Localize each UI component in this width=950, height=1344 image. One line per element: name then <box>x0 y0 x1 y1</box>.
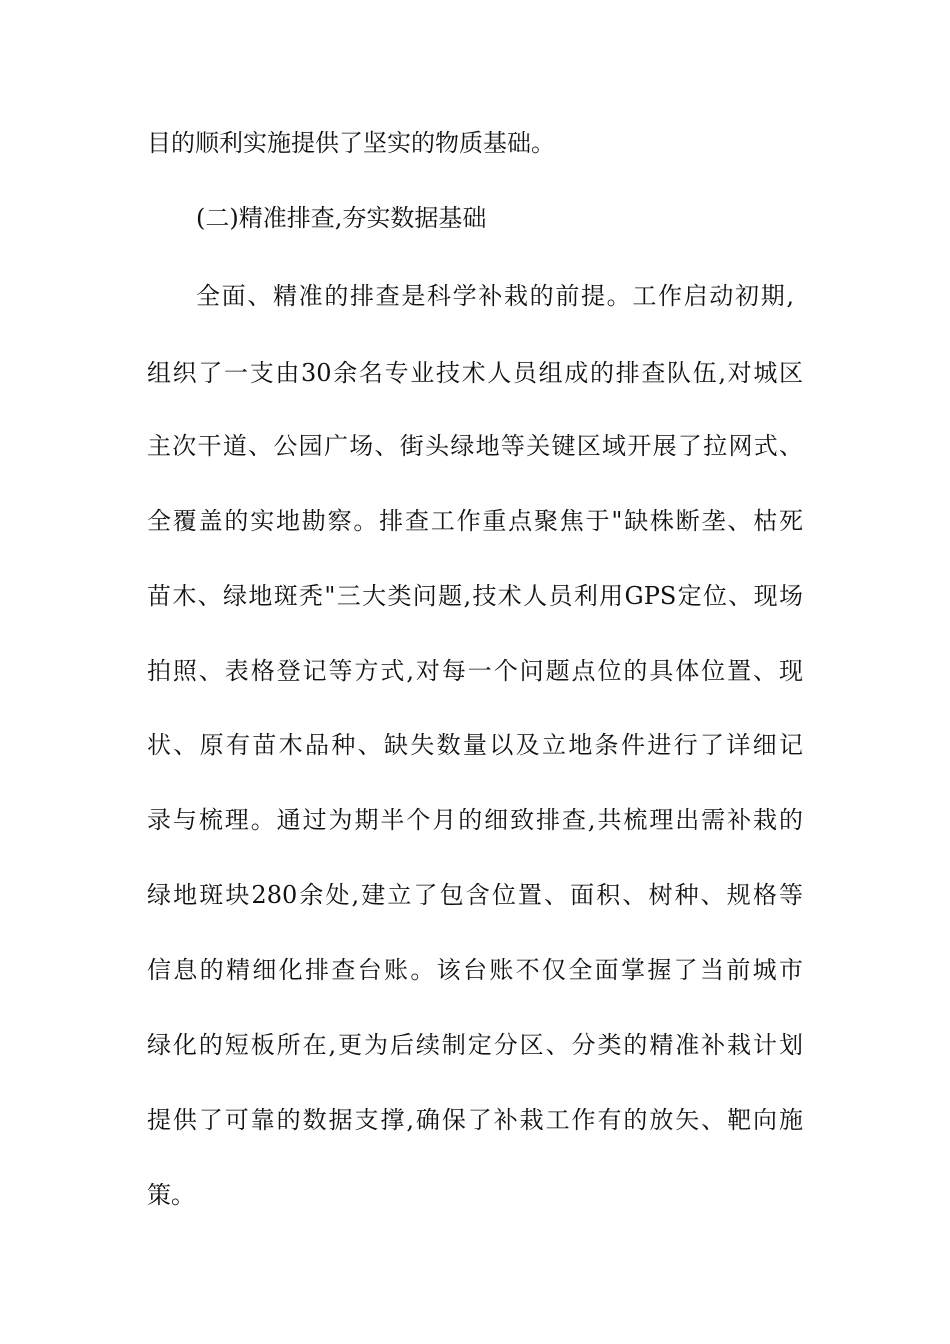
paragraph-line: 组织了一支由30余名专业技术人员组成的排查队伍,对城区 <box>147 359 803 387</box>
paragraph-line: 提供了可靠的数据支撑,确保了补栽工作有的放矢、靶向施 <box>147 1106 803 1134</box>
paragraph-line: 主次干道、公园广场、街头绿地等关键区域开展了拉网式、 <box>147 432 803 460</box>
paragraph-line: 拍照、表格登记等方式,对每一个问题点位的具体位置、现 <box>147 657 803 685</box>
paragraph-line: 目的顺利实施提供了坚实的物质基础。 <box>147 129 555 157</box>
section-heading: (二)精准排查,夯实数据基础 <box>196 204 487 232</box>
paragraph-line: 绿地斑块280余处,建立了包含位置、面积、树种、规格等 <box>147 881 803 909</box>
paragraph-line: 录与梳理。通过为期半个月的细致排查,共梳理出需补栽的 <box>147 806 803 834</box>
paragraph-line: 信息的精细化排查台账。该台账不仅全面掌握了当前城市 <box>147 956 803 984</box>
paragraph-line: 绿化的短板所在,更为后续制定分区、分类的精准补栽计划 <box>147 1031 803 1059</box>
paragraph-line: 苗木、绿地斑秃"三大类问题,技术人员利用GPS定位、现场 <box>147 582 803 610</box>
paragraph-line: 全覆盖的实地勘察。排查工作重点聚焦于"缺株断垄、枯死 <box>147 507 803 535</box>
paragraph-line: 状、原有苗木品种、缺失数量以及立地条件进行了详细记 <box>147 731 803 759</box>
paragraph-line: 策。 <box>147 1181 195 1209</box>
paragraph-line: 全面、精准的排查是科学补栽的前提。工作启动初期, <box>196 282 794 310</box>
